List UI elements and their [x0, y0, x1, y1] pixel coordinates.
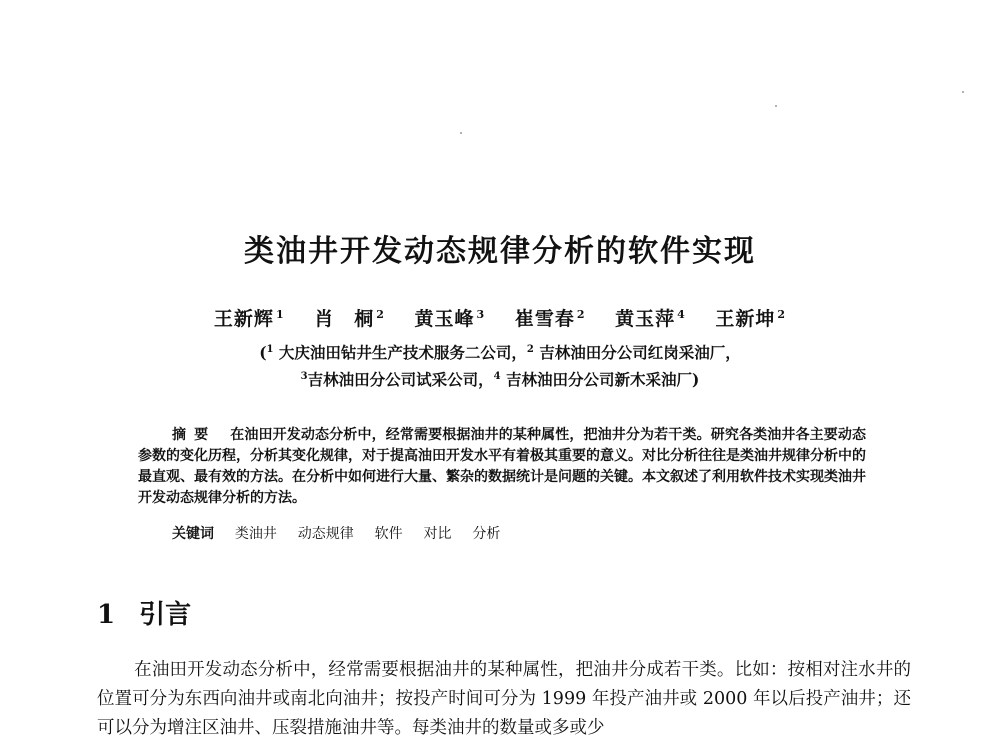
author-name: 崔雪春 [514, 308, 575, 330]
keywords-label: 关键词 [172, 526, 214, 542]
author-affil-mark: 4 [677, 307, 686, 321]
author-name: 王新辉 [213, 308, 274, 330]
affil-mark: 2 [526, 343, 534, 355]
author [715, 304, 786, 331]
abstract [138, 425, 866, 509]
keyword: 软件 [374, 526, 403, 542]
body-paragraph [97, 656, 911, 743]
affiliation-line-1 [0, 341, 1000, 363]
author-name: 王新坤 [715, 308, 776, 330]
body-text: 在油田开发动态分析中，经常需要根据油井的某种属性，把油井分成若干类。比如：按相对注水井的位置可分为东西向油井或南北向油井；按投产时间可分为 1999 年投产油井或 2000 年以后投产油井；还可以分为增注区油井、压裂措施油井等。每类油井的数量或多或少 [97, 660, 911, 738]
affil-text: 吉林油田分公司新木采油厂) [500, 370, 700, 389]
affil-text: 吉林油田分公司试采公司， [307, 370, 494, 389]
author-name: 黄玉峰 [414, 308, 475, 330]
scan-speck [962, 91, 964, 93]
author [314, 304, 385, 331]
author [515, 304, 586, 331]
scan-speck [460, 132, 462, 134]
affil-mark: 4 [493, 370, 501, 382]
author-affil-mark: 2 [576, 307, 586, 321]
author-affil-mark: 3 [476, 307, 486, 321]
author [415, 304, 486, 331]
affil-text: 大庆油田钻井生产技术服务二公司， [273, 343, 527, 362]
author-affil-mark: 1 [275, 307, 285, 321]
affil-mark: 3 [300, 370, 308, 382]
keyword: 对比 [423, 526, 452, 542]
affil-paren: ( [259, 343, 267, 362]
scan-speck [775, 105, 777, 107]
author-affil-mark: 2 [777, 307, 787, 321]
author [214, 304, 285, 331]
keyword: 动态规律 [297, 526, 354, 542]
section-title: 引言 [139, 600, 192, 630]
author-name: 黄玉萍 [615, 308, 676, 330]
keyword: 类油井 [234, 526, 277, 542]
keywords [172, 523, 516, 543]
author-affil-mark: 2 [376, 307, 385, 321]
paper-title: 类油井开发动态规律分析的软件实现 [244, 234, 756, 269]
keyword: 分析 [472, 526, 501, 542]
author-list [0, 304, 1000, 331]
abstract-text: 在油田开发动态分析中，经常需要根据油井的某种属性，把油井分为若干类。研究各类油井各主要动态参数的变化历程，分析其变化规律，对于提高油田开发水平有着极其重要的意义。对比分析往往是类油井规律分析中的最直观、最有效的方法。在分析中如何进行大量、繁杂的数据统计是问题的关键。本文叙述了利用软件技术实现类油井开发动态规律分析的方法。 [138, 427, 867, 506]
affiliation-line-2 [0, 368, 1000, 390]
author [615, 304, 686, 331]
affil-text: 吉林油田分公司红岗采油厂， [533, 343, 741, 362]
author-name: 肖 桐 [314, 308, 375, 330]
section-number: 1 [97, 600, 116, 630]
section-heading [97, 594, 191, 631]
abstract-label: 摘要 [172, 427, 217, 443]
affil-mark: 1 [266, 343, 274, 355]
